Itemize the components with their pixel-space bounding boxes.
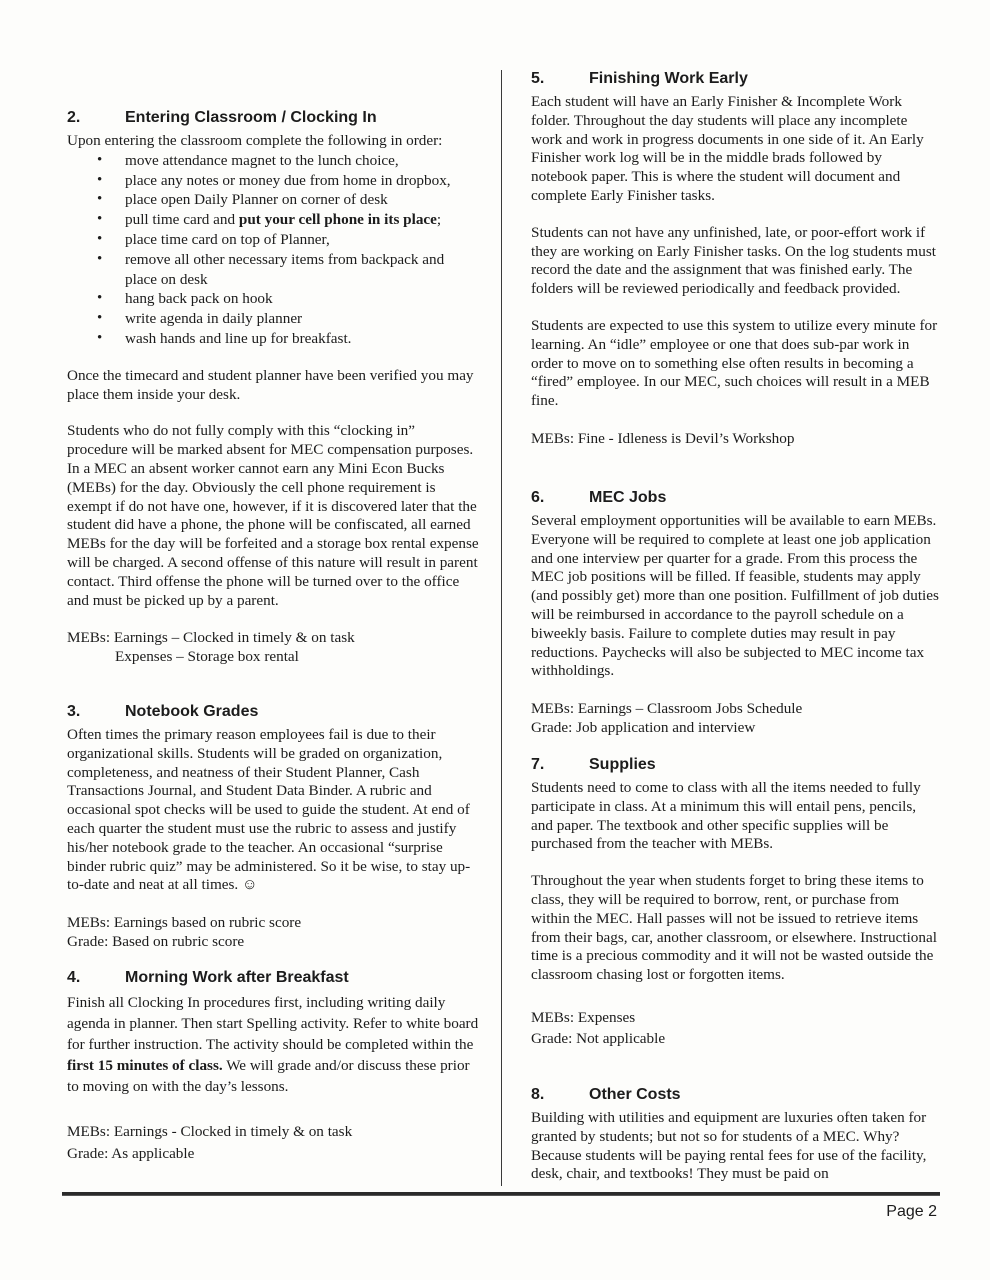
section-heading xyxy=(531,1085,941,1105)
section-entering-classroom xyxy=(67,108,479,666)
mebs-line: MEBs: Earnings – Classroom Jobs Schedule xyxy=(531,700,803,718)
column-divider xyxy=(501,70,502,1186)
section-title: Finishing Work Early xyxy=(589,70,748,87)
section-heading xyxy=(67,702,479,722)
section-other-costs xyxy=(531,1085,941,1184)
list-item xyxy=(67,210,479,230)
list-item: • place open Daily Planner on corner of desk xyxy=(67,190,479,210)
intro-text: Upon entering the classroom complete the following in order: xyxy=(67,132,443,149)
section-title: Entering Classroom / Clocking In xyxy=(125,109,377,126)
paragraph: Throughout the year when students forget to bring these items to class, they will be required to borrow, rent, or purchase from within the MEC. Hall passes will not be issued to retrieve items from their bags, car, another classroom, or elsewhere. Instructional time is a precious commodity and it will not be wasted outside the classroom chasing lost or forgotten items. xyxy=(531,872,937,984)
grade-line: Grade: Not applicable xyxy=(531,1029,666,1047)
section-number: 5. xyxy=(531,70,545,87)
list-item: • move attendance magnet to the lunch choice, xyxy=(67,151,479,171)
section-title: Supplies xyxy=(589,756,656,773)
section-heading xyxy=(531,488,941,508)
section-mec-jobs xyxy=(531,488,941,737)
mebs-line: MEBs: Earnings - Clocked in timely & on task xyxy=(67,1123,353,1140)
section-title: Notebook Grades xyxy=(125,703,259,720)
paragraph: Several employment opportunities will be available to earn MEBs. Everyone will be required to complete at least one job application and one interview per quarter for a grade. From this process the MEC job positions will be filled. If feasible, students may apply (and possibly get) more than one position. Fulfillment of job duties will be reimbursed in accordance to the payroll schedule on a biweekly basis. Failure to complete duties may result in pay reductions. Paychecks will also be subjected to MEC income tax withholdings. xyxy=(531,512,939,680)
list-item: • place any notes or money due from home in dropbox, xyxy=(67,171,479,191)
list-item-tail: ; xyxy=(436,211,442,229)
mebs-line: MEBs: Expenses xyxy=(531,1008,636,1026)
list-item: • wash hands and line up for breakfast. xyxy=(67,329,479,349)
section-finishing-work-early xyxy=(531,69,941,448)
paragraph-text: Finish all Clocking In procedures first, including writing daily agenda in planner. Then start Spelling activity. Refer to white board for further instruction. The activity should be completed within the xyxy=(67,994,479,1053)
list-item: • place time card on top of Planner, xyxy=(67,230,479,250)
paragraph: Building with utilities and equipment are luxuries often taken for granted by students; but not so for students of a MEC. Why? Because students will be paying rental fees for use of the facility, desk, chair, and textbooks! They must be paid on xyxy=(531,1109,927,1183)
paragraph: Each student will have an Early Finisher & Incomplete Work folder. Throughout the day students will place any incomplete work and work in progress documents in one side of it. An Early Finisher work log will be in the middle brads followed by notebook paper. This is where the student will document and complete Early Finisher tasks. xyxy=(531,93,924,204)
grade-line: Grade: Job application and interview xyxy=(531,719,756,737)
section-heading xyxy=(531,69,941,89)
section-supplies xyxy=(531,755,941,1049)
paragraph-text: We will grade and/or discuss these prior to moving on with the day’s lessons. xyxy=(67,1057,470,1095)
list-item: • remove all other necessary items from backpack and place on desk xyxy=(67,250,479,290)
section-number: 8. xyxy=(531,1086,545,1103)
section-title: Morning Work after Breakfast xyxy=(125,969,349,986)
footer-rule xyxy=(62,1192,940,1196)
section-heading xyxy=(67,968,479,988)
cell-phone-emphasis: put your cell phone in its place xyxy=(238,211,437,229)
list-item: • hang back pack on hook xyxy=(67,289,479,309)
section-number: 2. xyxy=(67,109,81,126)
grade-line: Grade: As applicable xyxy=(67,1145,195,1162)
section-morning-work xyxy=(67,968,479,1165)
paragraph: Students are expected to use this system to utilize every minute for learning. An “idle” employee or one that does sub-par work in order to move on to something else often results in becoming a “fired” employee. In our MEC, such choices will result in a MEB fine. xyxy=(531,316,938,410)
page-number: Page 2 xyxy=(886,1203,937,1220)
mebs-line: MEBs: Earnings based on rubric score xyxy=(67,914,302,932)
section-title: Other Costs xyxy=(589,1086,681,1103)
section-heading xyxy=(67,108,479,128)
section-number: 7. xyxy=(531,756,545,773)
paragraph: Once the timecard and student planner have been verified you may place them inside your desk. xyxy=(67,366,474,403)
section-number: 6. xyxy=(531,489,545,506)
mebs-line: MEBs: Fine - Idleness is Devil’s Workshop xyxy=(531,429,795,447)
time-emphasis: first 15 minutes of class. xyxy=(67,1057,223,1074)
procedure-list xyxy=(67,151,479,349)
paragraph: Often times the primary reason employees fail is due to their organizational skills. Students will be graded on organization, completeness, and neatness of their Student Planner, Cash Transactions Journal, and Student Data Binder. A rubric and occasional spot checks will be used to guide the student. At end of each quarter the student must use the rubric to assess and justify his/her notebook grade to the teacher. An occasional “surprise binder rubric quiz” may be administered. So it be wise, to stay up-to-date and neat at all times. ☺ xyxy=(67,726,471,894)
mebs-line: MEBs: Earnings – Clocked in timely & on task xyxy=(67,629,355,647)
section-number: 3. xyxy=(67,703,81,720)
mebs-line: Expenses – Storage box rental xyxy=(115,648,299,666)
section-heading xyxy=(531,755,941,775)
section-notebook-grades xyxy=(67,702,479,951)
section-title: MEC Jobs xyxy=(589,489,667,506)
paragraph: Students can not have any unfinished, late, or poor-effort work if they are working on Early Finisher tasks. On the log students must record the date and the assignment that was finished early. The folders will be reviewed periodically and feedback provided. xyxy=(531,223,936,298)
grade-line: Grade: Based on rubric score xyxy=(67,933,245,951)
paragraph: Students who do not fully comply with this “clocking in” procedure will be marked absent for MEC compensation purposes. In a MEC an absent worker cannot earn any Mini Econ Bucks (MEBs) for the day. Obviously the cell phone requirement is exempt if do not have one, however, if it is discovered later that the student did have a phone, the phone will be confiscated, all earned MEBs for the day will be forfeited and a storage box rental expense will be charged. A second offense of this nature will result in parent contact. Third offense the phone will be turned over to the office and must be picked up by a parent. xyxy=(67,422,479,609)
paragraph: Students need to come to class with all the items needed to fully participate in class. At a minimum this will entail pens, pencils, and paper. The textbook and other specific supplies will be purchased from the teacher with MEBs. xyxy=(531,779,921,853)
paragraph xyxy=(67,992,479,1097)
list-item-text: pull time card and xyxy=(125,211,239,229)
section-number: 4. xyxy=(67,969,81,986)
list-item: • write agenda in daily planner xyxy=(67,309,479,329)
